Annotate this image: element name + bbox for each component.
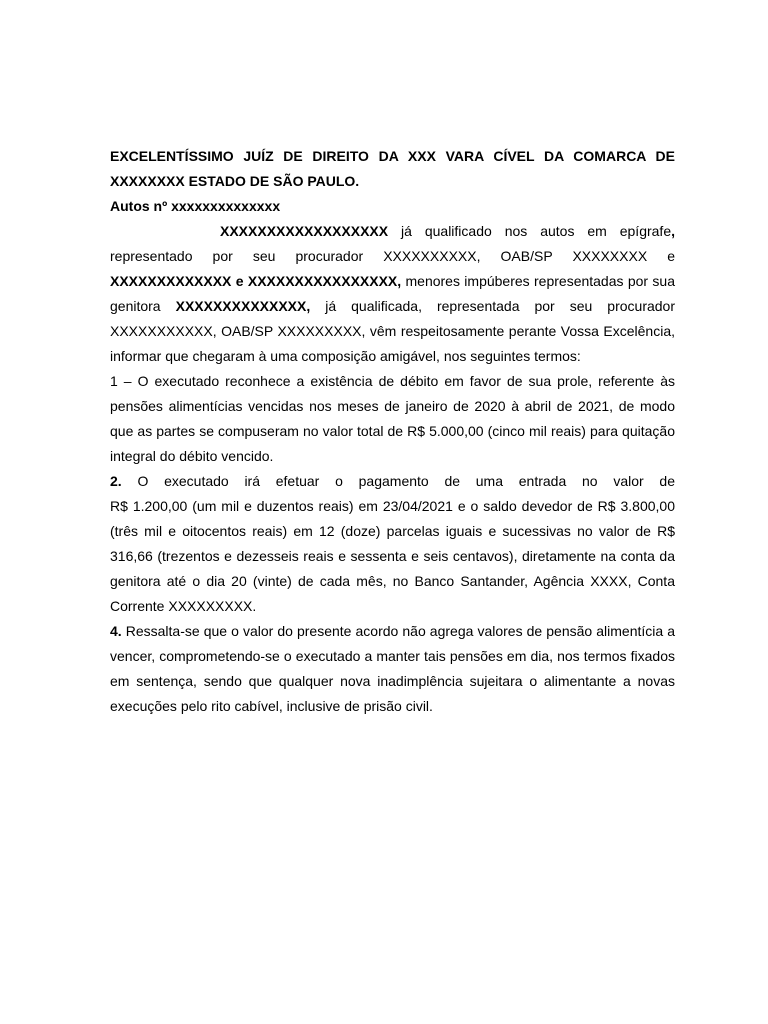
- text-run: 4.: [110, 623, 122, 639]
- text-run: XXXXXXXXXXXXXXXXXX: [220, 223, 389, 239]
- text-run: já qualificado nos autos em epígrafe: [388, 223, 672, 239]
- text-run: já qualificada, representada por seu procurador XXXXXXXXXXX, OAB/SP XXXXXXXXX, vêm respeitosamente perante Vossa Excelência, informar que chegaram à uma composição amigável, nos seguintes termos:: [110, 298, 676, 364]
- document-content: [110, 144, 675, 719]
- text-run: Ressalta-se que o valor do presente acordo não agrega valores de pensão alimentícia a vencer, comprometendo-se o executado a manter tais pensões em dia, nos termos fixados em sentença, sendo que qualquer nova inadimplência sujeitara o alimentante a novas execuções pelo rito cabível, inclusive de prisão civil.: [110, 623, 675, 714]
- text-run: ,: [671, 223, 675, 239]
- clause-1-paragraph: [110, 369, 675, 469]
- text-run: menores impúberes representadas por sua genitora: [110, 273, 675, 314]
- clause-2-first-line: [110, 469, 675, 494]
- clause-4-paragraph: [110, 619, 675, 719]
- document-title: EXCELENTÍSSIMO JUÍZ DE DIREITO DA XXX VARA CÍVEL DA COMARCA DE XXXXXXXX ESTADO DE SÃO PAULO.: [110, 148, 675, 189]
- case-number: Autos nº xxxxxxxxxxxxxx: [110, 198, 281, 214]
- text-run: representado por seu procurador XXXXXXXXXX, OAB/SP XXXXXXXX e: [110, 248, 675, 264]
- text-run: XXXXXXXXXXXXX e XXXXXXXXXXXXXXXX,: [110, 273, 402, 289]
- clause-2-body: [110, 494, 675, 619]
- clause-2-paragraph: [110, 469, 675, 619]
- text-run: O executado irá efetuar o pagamento de uma entrada no valor de: [121, 473, 675, 489]
- text-run: 2.: [110, 473, 122, 489]
- intro-paragraph: [110, 219, 675, 369]
- text-run: XXXXXXXXXXXXXX,: [175, 298, 311, 314]
- text-run: R$ 1.200,00 (um mil e duzentos reais) em 23/04/2021 e o saldo devedor de R$ 3.800,00 (três mil e oitocentos reais) em 12 (doze) parcelas iguais e sucessivas no valor de R$ 316,66 (trezentos e dezesseis reais e sessenta e seis centavos), diretamente na conta da genitora até o dia 20 (vinte) de cada mês, no Banco Santander, Agência XXXX, Conta Corrente XXXXXXXXX.: [110, 498, 675, 614]
- text-run: 1 – O executado reconhece a existência de débito em favor de sua prole, referente às pensões alimentícias vencidas nos meses de janeiro de 2020 à abril de 2021, de modo que as partes se compuseram no valor total de R$ 5.000,00 (cinco mil reais) para quitação integral do débito vencido.: [110, 373, 675, 464]
